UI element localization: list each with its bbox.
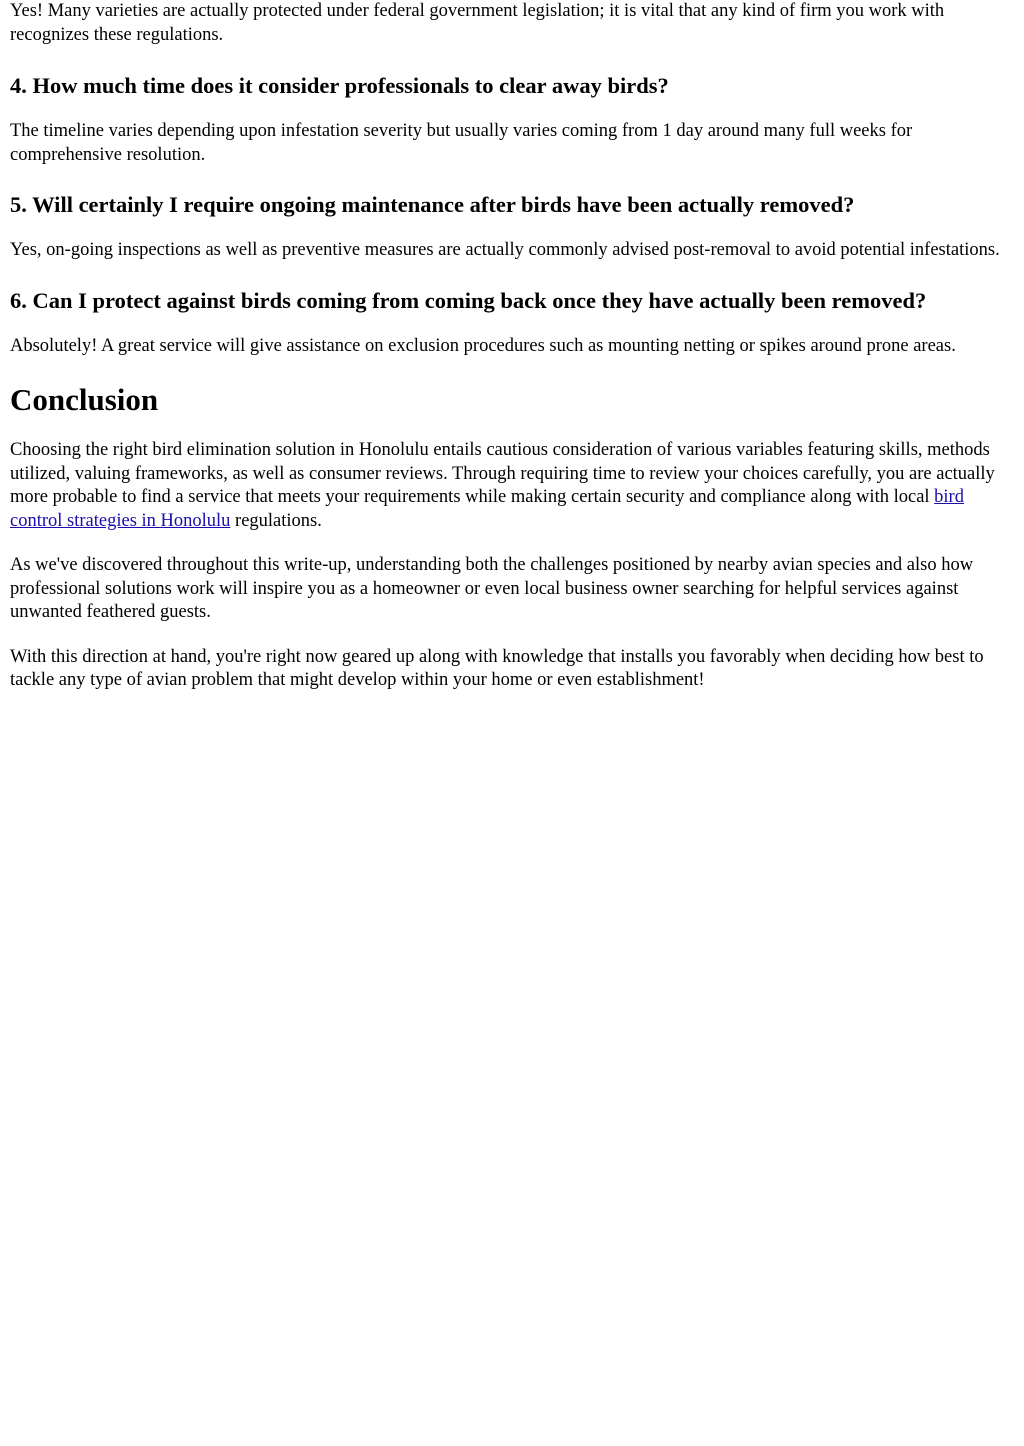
answer-5-paragraph: Yes, on-going inspections as well as preventive measures are actually commonly advised post-removal to avoid potential infestations. — [10, 240, 1000, 260]
answer-6-paragraph: Absolutely! A great service will give assistance on exclusion procedures such as mounting netting or spikes around prone areas. — [10, 335, 956, 356]
conclusion-heading: Conclusion — [10, 382, 159, 417]
bird-control-strategies-link[interactable]: bird control strategies in Honolulu — [10, 487, 964, 531]
answer-4-paragraph: The timeline varies depending upon infestation severity but usually varies coming from 1 day around many full weeks for comprehensive resolution. — [10, 121, 913, 165]
conclusion-paragraph-2: As we've discovered throughout this write-up, understanding both the challenges positioned by nearby avian species and also how professional solutions work will inspire you as a homeowner or even local business owner searching for helpful services against unwanted feathered guests. — [10, 555, 974, 622]
question-5-heading: 5. Will certainly I require ongoing maintenance after birds have been actually removed? — [10, 192, 855, 217]
conclusion-paragraph-3: With this direction at hand, you're right now geared up along with knowledge that installs you favorably when deciding how best to tackle any type of avian problem that might develop within your home or even establishment! — [10, 646, 984, 690]
question-6-heading: 6. Can I protect against birds coming from coming back once they have actually been removed? — [10, 287, 927, 313]
question-4-heading: 4. How much time does it consider professionals to clear away birds? — [10, 73, 669, 98]
conclusion-p1-text-after: regulations. — [230, 510, 322, 531]
article-body — [0, 0, 1024, 693]
conclusion-paragraph-1 — [10, 439, 1014, 533]
answer-3-paragraph: Yes! Many varieties are actually protected under federal government legislation; it is vital that any kind of firm you work with recognizes these regulations. — [10, 1, 945, 45]
conclusion-p1-text-before: Choosing the right bird elimination solution in Honolulu entails cautious consideration of various variables featuring skills, methods utilized, valuing frameworks, as well as consumer reviews. Through requiring time to review your choices carefully, you are actually more probable to find a service that meets your requirements while making certain security and compliance along with local — [10, 440, 995, 507]
